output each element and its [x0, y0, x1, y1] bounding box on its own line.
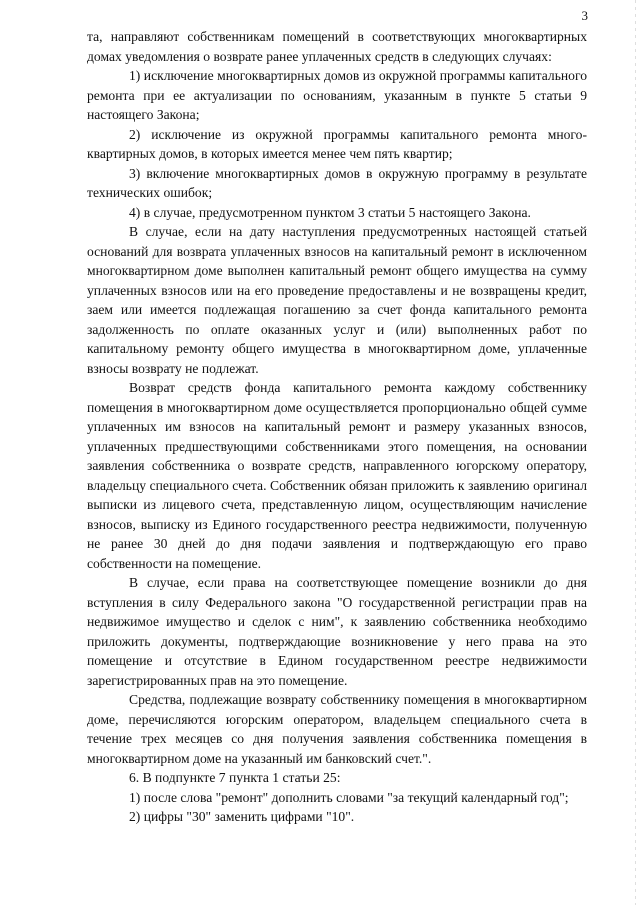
paragraph-amendment-6-2: 2) цифры "30" заменить цифрами "10". [129, 809, 355, 824]
paragraph-item-4: 4) в случае, предусмотренном пунктом 3 статьи 5 настоящего Закона. [129, 204, 531, 220]
paragraph-refund-procedure: Возврат средств фонда капитального ремонта каждому собственнику помещения в многоквартирном доме осуществляется пропорционально общей сумме уплаченных им взносов на капитальный ремонт и размеру указанных взносов, уплаченных предшествующими собственниками этого помещения, на основании заявления собственника о возврате средств, направленного югорскому оператору, владельцу специального счета. Собственник обязан приложить к заявлению оригинал выписки из лицевого счета, представленную лицом, осуществляющим начисление взносов, выписку из Единого государственного реестра недвижимости, полученную не ранее 30 дней до дня подачи заявления и подтверждающую его право собственности на помещение. [87, 380, 587, 571]
scan-edge [635, 0, 636, 905]
paragraph-amendment-6: 6. В подпункте 7 пункта 1 статьи 25: [129, 770, 341, 785]
paragraph-refund-transfer: Средства, подлежащие возврату собственнику помещения в многоквартирном доме, перечисляются югорским оператором, владельцем специального счета в течение трех месяцев со дня получения заявления собственника помещения в многоквартирном доме на указанный им банковский счет.". [87, 692, 587, 766]
paragraph-continuation: та, направляют собственникам помещений в соответствующих многоквартирных домах уведомления о возврате ранее уплаченных средств в следующих случаях: [87, 29, 587, 64]
page-number: 3 [581, 8, 588, 23]
paragraph-item-2: 2) исключение из окружной программы капитального ремонта многоквартирных домов, в которых имеется менее чем пять квартир; [87, 126, 587, 161]
paragraph-amendment-6-1: 1) после слова "ремонт" дополнить словами "за текущий календарный год"; [129, 789, 569, 805]
paragraph-item-3: 3) включение многоквартирных домов в окружную программу в результате технических ошибок; [87, 165, 587, 200]
paragraph-item-1: 1) исключение многоквартирных домов из окружной программы капитального ремонта при ее актуализации по основаниям, указанным в пункте 5 статьи 9 настоящего Закона; [87, 68, 587, 122]
document-body [87, 27, 587, 827]
paragraph-rights-before-law: В случае, если права на соответствующее помещение возникли до дня вступления в силу Федерального закона "О государственной регистрации прав на недвижимое имущество и сделок с ним", к заявлению собственника необходимо приложить документы, подтверждающие возникновение у него права на это помещение и отсутствие в Едином государственном реестре недвижимости зарегистрированных прав на это помещение. [87, 575, 587, 688]
paragraph-repair-exception: В случае, если на дату наступления предусмотренных настоящей статьей оснований для возврата уплаченных взносов на капитальный ремонт в исключенном многоквартирном доме выполнен капитальный ремонт общего имущества на сумму уплаченных взносов или на его проведение предоставлены и не возвращены кредит, заем или имеется подлежащая погашению за счет фонда капитального ремонта задолженность по оплате оказанных услуг и (или) выполненных работ по капитальному ремонту общего имущества в многоквартирном доме, уплаченные взносы возврату не подлежат. [87, 224, 587, 376]
